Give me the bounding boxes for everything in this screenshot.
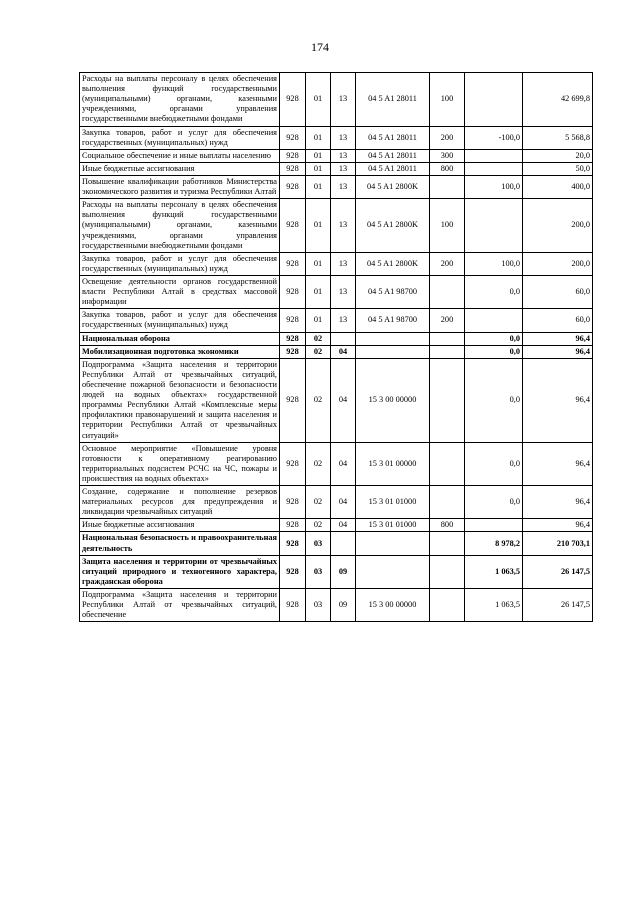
change-amount-cell: 100,0 bbox=[465, 252, 523, 275]
table-row bbox=[80, 345, 593, 358]
target-article-cell: 04 5 A1 28011 bbox=[356, 149, 430, 162]
total-amount-cell: 400,0 bbox=[523, 175, 593, 198]
ved-code-cell: 928 bbox=[280, 345, 306, 358]
section-code-cell: 02 bbox=[306, 345, 331, 358]
section-code-cell: 01 bbox=[306, 162, 331, 175]
change-amount-cell: 0,0 bbox=[465, 358, 523, 442]
change-amount-cell bbox=[465, 309, 523, 332]
table-row bbox=[80, 73, 593, 127]
change-amount-cell: 1 063,5 bbox=[465, 555, 523, 588]
total-amount-cell: 96,4 bbox=[523, 332, 593, 345]
table-row bbox=[80, 199, 593, 253]
row-name-cell: Иные бюджетные ассигнования bbox=[80, 162, 280, 175]
expense-type-cell bbox=[430, 275, 465, 308]
total-amount-cell: 200,0 bbox=[523, 199, 593, 253]
subsection-code-cell: 04 bbox=[331, 442, 356, 485]
ved-code-cell: 928 bbox=[280, 555, 306, 588]
row-name-cell: Национальная безопасность и правоохранительная деятельность bbox=[80, 532, 280, 555]
total-amount-cell: 96,4 bbox=[523, 486, 593, 519]
total-amount-cell: 42 699,8 bbox=[523, 73, 593, 127]
target-article-cell: 04 5 A1 28011 bbox=[356, 73, 430, 127]
expense-type-cell: 800 bbox=[430, 519, 465, 532]
ved-code-cell: 928 bbox=[280, 162, 306, 175]
expense-type-cell bbox=[430, 345, 465, 358]
table-row bbox=[80, 275, 593, 308]
ved-code-cell: 928 bbox=[280, 126, 306, 149]
subsection-code-cell: 13 bbox=[331, 199, 356, 253]
change-amount-cell bbox=[465, 162, 523, 175]
change-amount-cell: 100,0 bbox=[465, 175, 523, 198]
subsection-code-cell: 04 bbox=[331, 519, 356, 532]
section-code-cell: 01 bbox=[306, 73, 331, 127]
ved-code-cell: 928 bbox=[280, 589, 306, 622]
subsection-code-cell bbox=[331, 332, 356, 345]
total-amount-cell: 5 568,8 bbox=[523, 126, 593, 149]
section-code-cell: 01 bbox=[306, 275, 331, 308]
total-amount-cell: 96,4 bbox=[523, 442, 593, 485]
row-name-cell: Основное мероприятие «Повышение уровня готовности к оперативному реагированию территориальных подсистем РСЧС на ЧС, пожары и происшествия на водных объектах» bbox=[80, 442, 280, 485]
expense-type-cell bbox=[430, 589, 465, 622]
row-name-cell: Национальная оборона bbox=[80, 332, 280, 345]
row-name-cell: Защита населения и территории от чрезвычайных ситуаций природного и техногенного характера, гражданская оборона bbox=[80, 555, 280, 588]
expense-type-cell bbox=[430, 555, 465, 588]
target-article-cell: 04 5 A1 2800K bbox=[356, 175, 430, 198]
row-name-cell: Закупка товаров, работ и услуг для обеспечения государственных (муниципальных) нужд bbox=[80, 126, 280, 149]
target-article-cell bbox=[356, 332, 430, 345]
expense-type-cell bbox=[430, 486, 465, 519]
section-code-cell: 01 bbox=[306, 309, 331, 332]
expense-type-cell bbox=[430, 442, 465, 485]
section-code-cell: 02 bbox=[306, 486, 331, 519]
table-row bbox=[80, 126, 593, 149]
table-row bbox=[80, 332, 593, 345]
expense-type-cell bbox=[430, 358, 465, 442]
change-amount-cell: 8 978,2 bbox=[465, 532, 523, 555]
subsection-code-cell: 09 bbox=[331, 589, 356, 622]
change-amount-cell: 1 063,5 bbox=[465, 589, 523, 622]
total-amount-cell: 96,4 bbox=[523, 519, 593, 532]
change-amount-cell bbox=[465, 149, 523, 162]
target-article-cell: 15 3 01 00000 bbox=[356, 442, 430, 485]
row-name-cell: Повышение квалификации работников Министерства экономического развития и туризма Республики Алтай bbox=[80, 175, 280, 198]
expense-type-cell bbox=[430, 332, 465, 345]
row-name-cell: Создание, содержание и пополнение резервов материальных ресурсов для предупреждения и ликвидации чрезвычайных ситуаций bbox=[80, 486, 280, 519]
change-amount-cell: 0,0 bbox=[465, 486, 523, 519]
expense-type-cell: 200 bbox=[430, 309, 465, 332]
target-article-cell: 04 5 A1 2800K bbox=[356, 252, 430, 275]
subsection-code-cell: 13 bbox=[331, 162, 356, 175]
ved-code-cell: 928 bbox=[280, 358, 306, 442]
section-code-cell: 01 bbox=[306, 126, 331, 149]
target-article-cell bbox=[356, 345, 430, 358]
table-row bbox=[80, 519, 593, 532]
row-name-cell: Закупка товаров, работ и услуг для обеспечения государственных (муниципальных) нужд bbox=[80, 309, 280, 332]
ved-code-cell: 928 bbox=[280, 149, 306, 162]
ved-code-cell: 928 bbox=[280, 309, 306, 332]
table-row bbox=[80, 252, 593, 275]
subsection-code-cell: 04 bbox=[331, 358, 356, 442]
row-name-cell: Расходы на выплаты персоналу в целях обеспечения выполнения функций государственными (муниципальными) органами, казенными учреждениями, органами управления государственными внебюджетными фондами bbox=[80, 73, 280, 127]
ved-code-cell: 928 bbox=[280, 519, 306, 532]
section-code-cell: 03 bbox=[306, 555, 331, 588]
ved-code-cell: 928 bbox=[280, 442, 306, 485]
table-row bbox=[80, 149, 593, 162]
table-row bbox=[80, 589, 593, 622]
total-amount-cell: 210 703,1 bbox=[523, 532, 593, 555]
expense-type-cell bbox=[430, 175, 465, 198]
section-code-cell: 03 bbox=[306, 589, 331, 622]
ved-code-cell: 928 bbox=[280, 275, 306, 308]
target-article-cell bbox=[356, 532, 430, 555]
expense-type-cell: 300 bbox=[430, 149, 465, 162]
table-row bbox=[80, 532, 593, 555]
table-row bbox=[80, 358, 593, 442]
page-number: 174 bbox=[311, 40, 329, 54]
total-amount-cell: 20,0 bbox=[523, 149, 593, 162]
total-amount-cell: 96,4 bbox=[523, 358, 593, 442]
section-code-cell: 02 bbox=[306, 442, 331, 485]
ved-code-cell: 928 bbox=[280, 332, 306, 345]
section-code-cell: 01 bbox=[306, 252, 331, 275]
subsection-code-cell: 13 bbox=[331, 126, 356, 149]
target-article-cell: 04 5 A1 28011 bbox=[356, 126, 430, 149]
change-amount-cell bbox=[465, 519, 523, 532]
target-article-cell: 15 3 00 00000 bbox=[356, 358, 430, 442]
section-code-cell: 01 bbox=[306, 149, 331, 162]
ved-code-cell: 928 bbox=[280, 73, 306, 127]
target-article-cell: 04 5 A1 2800K bbox=[356, 199, 430, 253]
section-code-cell: 01 bbox=[306, 199, 331, 253]
expense-type-cell bbox=[430, 532, 465, 555]
target-article-cell bbox=[356, 555, 430, 588]
subsection-code-cell: 13 bbox=[331, 252, 356, 275]
ved-code-cell: 928 bbox=[280, 252, 306, 275]
table-row bbox=[80, 442, 593, 485]
expense-type-cell: 200 bbox=[430, 126, 465, 149]
subsection-code-cell: 04 bbox=[331, 486, 356, 519]
section-code-cell: 03 bbox=[306, 532, 331, 555]
subsection-code-cell bbox=[331, 532, 356, 555]
table-row bbox=[80, 175, 593, 198]
row-name-cell: Расходы на выплаты персоналу в целях обеспечения выполнения функций государственными (муниципальными) органами, казенными учреждениями, органами управления государственными внебюджетными фондами bbox=[80, 199, 280, 253]
section-code-cell: 02 bbox=[306, 332, 331, 345]
subsection-code-cell: 04 bbox=[331, 345, 356, 358]
subsection-code-cell: 13 bbox=[331, 149, 356, 162]
subsection-code-cell: 13 bbox=[331, 73, 356, 127]
expense-type-cell: 100 bbox=[430, 199, 465, 253]
expense-type-cell: 100 bbox=[430, 73, 465, 127]
target-article-cell: 04 5 A1 28011 bbox=[356, 162, 430, 175]
change-amount-cell bbox=[465, 199, 523, 253]
expense-type-cell: 200 bbox=[430, 252, 465, 275]
change-amount-cell bbox=[465, 73, 523, 127]
row-name-cell: Освещение деятельности органов государственной власти Республики Алтай в средствах массовой информации bbox=[80, 275, 280, 308]
total-amount-cell: 50,0 bbox=[523, 162, 593, 175]
subsection-code-cell: 13 bbox=[331, 175, 356, 198]
section-code-cell: 02 bbox=[306, 358, 331, 442]
table-row bbox=[80, 309, 593, 332]
row-name-cell: Социальное обеспечение и иные выплаты населению bbox=[80, 149, 280, 162]
row-name-cell: Подпрограмма «Защита населения и территории Республики Алтай от чрезвычайных ситуаций, обеспечение пожарной безопасности и безопасности людей на водных объектах» государственной программы Республики Алтай «Комплексные меры профилактики правонарушений и защита населения и территории Республики Алтай от чрезвычайных ситуаций» bbox=[80, 358, 280, 442]
total-amount-cell: 26 147,5 bbox=[523, 589, 593, 622]
section-code-cell: 01 bbox=[306, 175, 331, 198]
ved-code-cell: 928 bbox=[280, 532, 306, 555]
target-article-cell: 15 3 01 01000 bbox=[356, 519, 430, 532]
budget-table bbox=[79, 72, 593, 622]
table-row bbox=[80, 486, 593, 519]
change-amount-cell: 0,0 bbox=[465, 442, 523, 485]
target-article-cell: 04 5 A1 98700 bbox=[356, 275, 430, 308]
row-name-cell: Подпрограмма «Защита населения и территории Республики Алтай от чрезвычайных ситуаций, обеспечение bbox=[80, 589, 280, 622]
ved-code-cell: 928 bbox=[280, 175, 306, 198]
total-amount-cell: 60,0 bbox=[523, 275, 593, 308]
row-name-cell: Мобилизационная подготовка экономики bbox=[80, 345, 280, 358]
row-name-cell: Иные бюджетные ассигнования bbox=[80, 519, 280, 532]
change-amount-cell: 0,0 bbox=[465, 345, 523, 358]
row-name-cell: Закупка товаров, работ и услуг для обеспечения государственных (муниципальных) нужд bbox=[80, 252, 280, 275]
target-article-cell: 15 3 00 00000 bbox=[356, 589, 430, 622]
total-amount-cell: 26 147,5 bbox=[523, 555, 593, 588]
change-amount-cell: -100,0 bbox=[465, 126, 523, 149]
target-article-cell: 04 5 A1 98700 bbox=[356, 309, 430, 332]
table-row bbox=[80, 162, 593, 175]
table-row bbox=[80, 555, 593, 588]
total-amount-cell: 200,0 bbox=[523, 252, 593, 275]
target-article-cell: 15 3 01 01000 bbox=[356, 486, 430, 519]
change-amount-cell: 0,0 bbox=[465, 275, 523, 308]
ved-code-cell: 928 bbox=[280, 199, 306, 253]
change-amount-cell: 0,0 bbox=[465, 332, 523, 345]
subsection-code-cell: 09 bbox=[331, 555, 356, 588]
total-amount-cell: 60,0 bbox=[523, 309, 593, 332]
total-amount-cell: 96,4 bbox=[523, 345, 593, 358]
section-code-cell: 02 bbox=[306, 519, 331, 532]
subsection-code-cell: 13 bbox=[331, 275, 356, 308]
expense-type-cell: 800 bbox=[430, 162, 465, 175]
subsection-code-cell: 13 bbox=[331, 309, 356, 332]
ved-code-cell: 928 bbox=[280, 486, 306, 519]
